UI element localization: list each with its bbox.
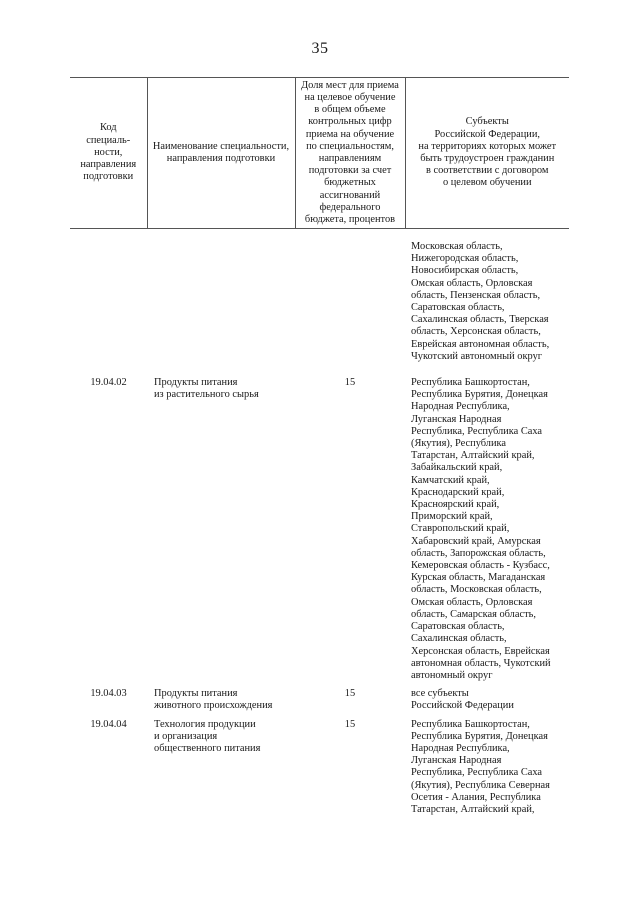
subjects-cell (405, 373, 569, 688)
text-line: из растительного сырья (154, 389, 259, 401)
table-row (70, 688, 569, 718)
text-line: Республика, Республика Саха (411, 425, 543, 437)
text-line: Татарстан, Алтайский край, (411, 450, 535, 462)
text-line: бюджетных (324, 177, 376, 189)
name-cell (147, 688, 295, 718)
text-line: контрольных цифр (308, 116, 392, 128)
text-line: в общем объеме (314, 104, 386, 116)
text-line: Сахалинская область, Тверская (411, 314, 549, 326)
text-line: Саратовская область, (411, 621, 505, 633)
text-line: Ставропольский край, (411, 523, 510, 535)
text-line: Код (99, 122, 117, 134)
text-line: Омская область, Орловская (411, 277, 533, 289)
code-cell (70, 229, 147, 374)
text-line: автономная область, Чукотский (411, 657, 551, 669)
text-line: Чукотский автономный округ (411, 350, 543, 362)
text-line: Народная Республика, (411, 742, 510, 754)
text-line: Республика, Республика Саха (411, 767, 543, 779)
share-cell: 15 (344, 688, 356, 700)
share-cell: 15 (344, 377, 356, 389)
text-line: Еврейская автономная область, (411, 338, 550, 350)
text-line: Омская область, Орловская (411, 596, 533, 608)
text-line: все субъекты (411, 688, 469, 700)
text-line: федерального (319, 201, 381, 213)
text-line: на территориях которых может (418, 140, 557, 152)
text-line: подготовки (83, 171, 134, 183)
text-line: Херсонская область, Еврейская (411, 645, 550, 657)
text-line: Продукты питания (154, 688, 238, 700)
text-line: Краснодарский край, (411, 486, 505, 498)
text-line: ассигнований (319, 189, 381, 201)
text-line: направлениям (318, 153, 382, 164)
text-line: Московская область, (411, 241, 503, 252)
text-line: область, Пензенская область, (411, 289, 541, 301)
code-cell: 19.04.04 (90, 718, 127, 730)
share-cell (295, 229, 405, 374)
text-line: ности, (94, 146, 123, 158)
text-line: по специальностям, (306, 140, 394, 152)
text-line: Республика Башкортостан, (411, 377, 530, 389)
text-line: (Якутия), Республика Северная (411, 779, 550, 791)
text-line: Осетия - Алания, Республика (411, 791, 541, 803)
table-row-continuation (70, 229, 569, 374)
text-line: область, Запорожская область, (411, 547, 546, 559)
text-line: Приморский край, (411, 511, 493, 523)
text-line: область, Херсонская область, (411, 326, 541, 338)
text-line: область, Московская область, (411, 584, 542, 596)
text-line: Продукты питания (154, 377, 238, 389)
text-line: Новосибирская область, (411, 265, 519, 277)
header-code (70, 78, 147, 229)
text-line: Камчатский край, (411, 474, 490, 486)
text-line: Субъекты (465, 116, 509, 128)
name-cell (147, 719, 295, 817)
text-line: Хабаровский край, Амурская (411, 535, 541, 547)
text-line: Саратовская область, (411, 302, 505, 314)
table-row (70, 719, 569, 817)
text-line: Курская область, Магаданская (411, 572, 546, 584)
text-line: Кемеровская область - Кузбасс, (411, 560, 550, 572)
text-line: автономный округ (411, 669, 493, 681)
header-share (295, 78, 405, 229)
text-line: на целевое обучение (304, 91, 396, 103)
text-line: Доля мест для приема (301, 79, 399, 91)
text-line: область, Самарская область, (411, 608, 536, 620)
text-line: Российской Федерации (411, 700, 514, 712)
text-line: Нижегородская область, (411, 253, 519, 265)
text-line: направления (80, 159, 137, 171)
name-cell (147, 229, 295, 374)
name-cell (147, 373, 295, 688)
text-line: Татарстан, Алтайский край, (411, 803, 535, 815)
text-line: Наименование специальности, (152, 140, 290, 152)
text-line: Забайкальский край, (411, 462, 503, 474)
text-line: Народная Республика, (411, 401, 510, 413)
subjects-cell (405, 229, 569, 374)
header-subjects (405, 78, 569, 229)
text-line: животного происхождения (154, 700, 273, 712)
text-line: Красноярский край, (411, 499, 500, 511)
text-line: общественного питания (154, 742, 261, 754)
table-header (70, 78, 569, 229)
text-line: Технология продукции (154, 718, 256, 730)
specialties-table (70, 77, 569, 816)
code-cell: 19.04.03 (90, 688, 127, 700)
text-line: приема на обучение (305, 128, 395, 140)
text-line: направления подготовки (166, 153, 276, 164)
header-name (147, 78, 295, 229)
text-line: в соответствии с договором (425, 165, 549, 177)
share-cell: 15 (344, 718, 356, 730)
text-line: Республика Башкортостан, (411, 718, 530, 730)
text-line: и организация (154, 730, 218, 742)
text-line: быть трудоустроен гражданин (420, 153, 555, 164)
text-line: подготовки за счет (308, 165, 392, 177)
page-number: 35 (311, 40, 329, 57)
subjects-cell (405, 719, 569, 817)
text-line: Республика Бурятия, Донецкая (411, 389, 548, 401)
text-line: о целевом обучении (442, 177, 532, 189)
text-line: Луганская Народная (411, 755, 502, 767)
text-line: бюджета, процентов (304, 214, 396, 226)
text-line: Луганская Народная (411, 413, 502, 425)
text-line: Российской Федерации, (434, 128, 540, 140)
text-line: (Якутия), Республика (411, 438, 507, 450)
text-line: Сахалинская область, (411, 633, 507, 645)
table-row (70, 373, 569, 688)
code-cell: 19.04.02 (90, 377, 127, 389)
subjects-cell (405, 688, 569, 718)
text-line: специаль- (86, 134, 131, 146)
text-line: Республика Бурятия, Донецкая (411, 730, 548, 742)
